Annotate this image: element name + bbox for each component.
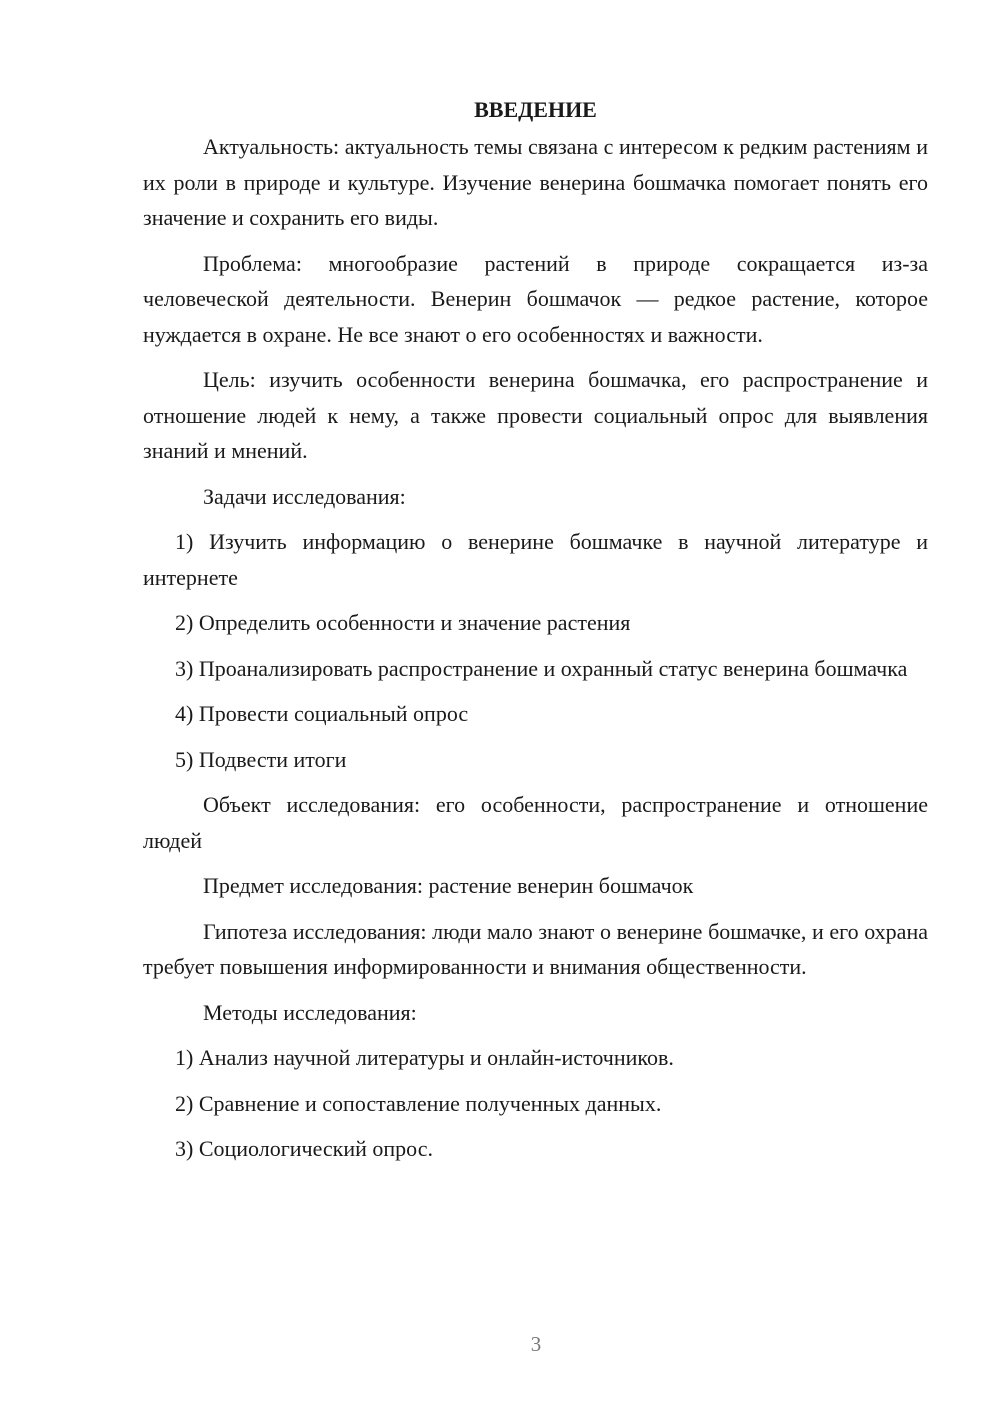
tasks-heading: Задачи исследования: [203, 483, 406, 509]
task-item-4: 4) Провести социальный опрос [175, 701, 469, 726]
subject-paragraph: Предмет исследования: растение венерин бошмачок [203, 873, 694, 898]
page-number: 3 [530, 1332, 542, 1356]
goal-paragraph: Цель: изучить особенности венерина бошмачка, его распространение и отношение людей к нему, а также провести социальный опрос для выявления знаний и мнений. [143, 367, 928, 463]
object-paragraph: Объект исследования: его особенности, распространение и отношение людей [143, 792, 928, 853]
method-item-3: 3) Социологический опрос. [175, 1136, 433, 1161]
hypothesis-paragraph: Гипотеза исследования: люди мало знают о венерине бошмачке, и его охрана требует повышения информированности и внимания общественности. [143, 918, 928, 979]
methods-heading: Методы исследования: [203, 999, 417, 1025]
method-item-2: 2) Сравнение и сопоставление полученных данных. [175, 1090, 662, 1116]
relevance-paragraph: Актуальность: актуальность темы связана с интересом к редким растениям и их роли в природе и культуре. Изучение венерина бошмачка помогает понять его значение и сохранить его виды. [143, 134, 928, 230]
task-item-2: 2) Определить особенности и значение растения [175, 610, 631, 635]
document-body [143, 92, 928, 1177]
section-title: ВВЕДЕНИЕ [474, 97, 597, 122]
task-item-5: 5) Подвести итоги [175, 746, 347, 772]
task-item-3: 3) Проанализировать распространение и охранный статус венерина бошмачка [175, 655, 908, 681]
problem-paragraph: Проблема: многообразие растений в природе сокращается из-за человеческой деятельности. Венерин бошмачок — редкое растение, которое нуждается в охране. Не все знают о его особенностях и важности. [143, 250, 928, 347]
method-item-1: 1) Анализ научной литературы и онлайн-источников. [175, 1045, 674, 1070]
task-item-1: 1) Изучить информацию о венерине бошмачке в научной литературе и интернете [143, 529, 928, 590]
